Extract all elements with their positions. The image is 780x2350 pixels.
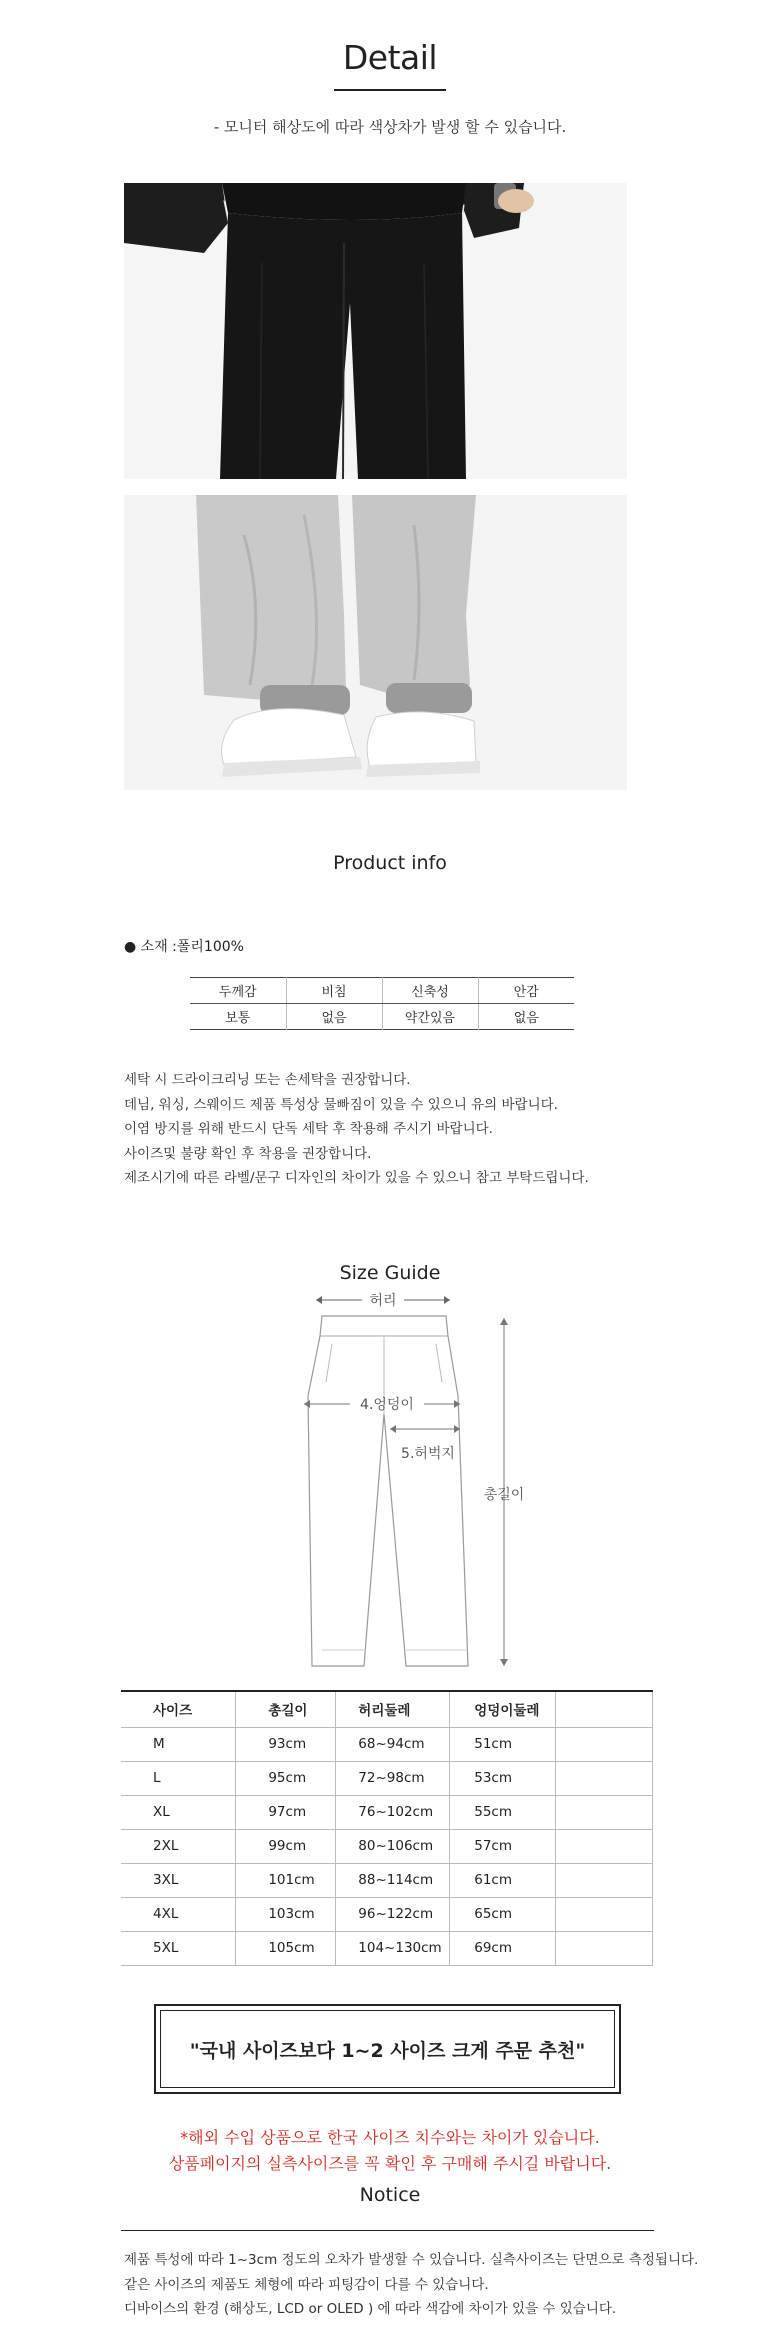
table-cell: 97cm xyxy=(236,1795,336,1829)
notice-divider xyxy=(121,2230,654,2231)
spec-cell: 약간있음 xyxy=(382,1004,478,1030)
table-row xyxy=(121,1727,653,1761)
table-row xyxy=(121,1795,653,1829)
table-cell: 65cm xyxy=(450,1897,556,1931)
table-row xyxy=(121,1897,653,1931)
spec-cell: 보통 xyxy=(225,1011,251,1026)
import-size-warning: *해외 수입 상품으로 한국 사이즈 치수와는 차이가 있습니다. xyxy=(180,2128,600,2147)
table-cell: 53cm xyxy=(450,1761,556,1795)
size-recommendation-text: "국내 사이즈보다 1~2 사이즈 크게 주문 추천" xyxy=(160,2010,615,2088)
table-cell xyxy=(556,1727,653,1761)
header-cell: 총길이 xyxy=(236,1691,336,1727)
size-table-header xyxy=(121,1691,653,1727)
table-row xyxy=(121,1931,653,1965)
care-note: 이염 방지를 위해 반드시 단독 세탁 후 착용해 주시기 바랍니다. xyxy=(124,1121,493,1137)
table-cell xyxy=(556,1829,653,1863)
table-cell: 68~94cm xyxy=(336,1727,450,1761)
notice-heading: Notice xyxy=(359,2184,421,2206)
table-cell: 2XL xyxy=(121,1829,236,1863)
check-size-warning: 상품페이지의 실측사이즈를 꼭 확인 후 구매해 주시길 바랍니다. xyxy=(168,2154,612,2173)
spec-cell: 없음 xyxy=(286,1004,382,1030)
notice-item: 같은 사이즈의 제품도 체형에 따라 피팅감이 다를 수 있습니다. xyxy=(124,2276,489,2293)
notice-item: 제품 특성에 따라 1~3cm 정도의 오차가 발생할 수 있습니다. 실측사이즈는 단면으로 측정됩니다. xyxy=(124,2252,699,2268)
title-underline xyxy=(334,89,446,91)
table-cell: XL xyxy=(121,1795,236,1829)
table-row xyxy=(121,1761,653,1795)
length-label: 총길이 xyxy=(483,1487,525,1503)
table-cell: 104~130cm xyxy=(336,1931,450,1965)
product-info-heading: Product info xyxy=(333,852,447,874)
table-cell: 51cm xyxy=(450,1727,556,1761)
notice-item: 디바이스의 환경 (해상도, LCD or OLED ) 에 따라 색감에 차이가 있을 수 있습니다. xyxy=(124,2301,617,2317)
table-cell: 99cm xyxy=(236,1829,336,1863)
header-cell: 허리둘레 xyxy=(336,1691,450,1727)
table-cell xyxy=(556,1761,653,1795)
spec-cell: 신축성 xyxy=(382,978,478,1004)
grey-pants-photo xyxy=(124,495,627,790)
material-info: ● 소재 :폴리100% xyxy=(124,939,244,955)
table-cell: 61cm xyxy=(450,1863,556,1897)
table-cell: 57cm xyxy=(450,1829,556,1863)
detail-title: Detail xyxy=(342,38,438,77)
table-cell: 69cm xyxy=(450,1931,556,1965)
header-cell xyxy=(556,1691,653,1727)
table-cell: 105cm xyxy=(236,1931,336,1965)
table-cell: 95cm xyxy=(236,1761,336,1795)
table-cell: 103cm xyxy=(236,1897,336,1931)
thigh-label: 5.허벅지 xyxy=(401,1446,455,1462)
care-note: 제조시기에 따른 라벨/문구 디자인의 차이가 있을 수 있으니 참고 부탁드립니다. xyxy=(124,1170,589,1186)
table-cell: 55cm xyxy=(450,1795,556,1829)
spec-cell: 없음 xyxy=(478,1004,574,1030)
care-notes xyxy=(124,1068,589,1191)
black-pants-photo xyxy=(124,183,627,479)
waist-label: 허리 xyxy=(369,1293,397,1309)
table-cell xyxy=(556,1897,653,1931)
table-cell: L xyxy=(121,1761,236,1795)
spec-cell: 비침 xyxy=(286,978,382,1004)
table-cell: 4XL xyxy=(121,1897,236,1931)
size-recommendation-box xyxy=(154,2004,621,2094)
table-cell: 80~106cm xyxy=(336,1829,450,1863)
table-cell: 76~102cm xyxy=(336,1795,450,1829)
header-cell: 엉덩이둘레 xyxy=(450,1691,556,1727)
table-cell: 101cm xyxy=(236,1863,336,1897)
table-row xyxy=(121,1863,653,1897)
spec-value-row xyxy=(190,1004,574,1030)
size-guide-heading: Size Guide xyxy=(339,1262,441,1284)
table-cell: M xyxy=(121,1727,236,1761)
table-cell: 93cm xyxy=(236,1727,336,1761)
notice-list xyxy=(124,2248,698,2322)
table-cell: 72~98cm xyxy=(336,1761,450,1795)
header-cell: 사이즈 xyxy=(121,1691,236,1727)
table-cell: 5XL xyxy=(121,1931,236,1965)
care-note: 사이즈및 불량 확인 후 착용을 권장합니다. xyxy=(124,1145,372,1162)
spec-table xyxy=(190,977,574,1030)
monitor-color-note: - 모니터 해상도에 따라 색상차가 발생 할 수 있습니다. xyxy=(213,118,567,136)
hip-label: 4.엉덩이 xyxy=(360,1397,414,1413)
table-cell xyxy=(556,1795,653,1829)
size-diagram xyxy=(280,1286,560,1678)
care-note: 세탁 시 드라이크리닝 또는 손세탁을 권장합니다. xyxy=(124,1072,411,1088)
spec-cell: 안감 xyxy=(478,978,574,1004)
care-note: 데님, 워싱, 스웨이드 제품 특성상 물빠짐이 있을 수 있으니 유의 바랍니다. xyxy=(124,1096,558,1113)
table-cell xyxy=(556,1931,653,1965)
size-table xyxy=(121,1690,653,1966)
table-cell: 96~122cm xyxy=(336,1897,450,1931)
table-cell xyxy=(556,1863,653,1897)
table-cell: 88~114cm xyxy=(336,1863,450,1897)
table-row xyxy=(121,1829,653,1863)
table-cell: 3XL xyxy=(121,1863,236,1897)
spec-header-row xyxy=(190,978,574,1004)
spec-cell: 두께감 xyxy=(190,978,286,1004)
